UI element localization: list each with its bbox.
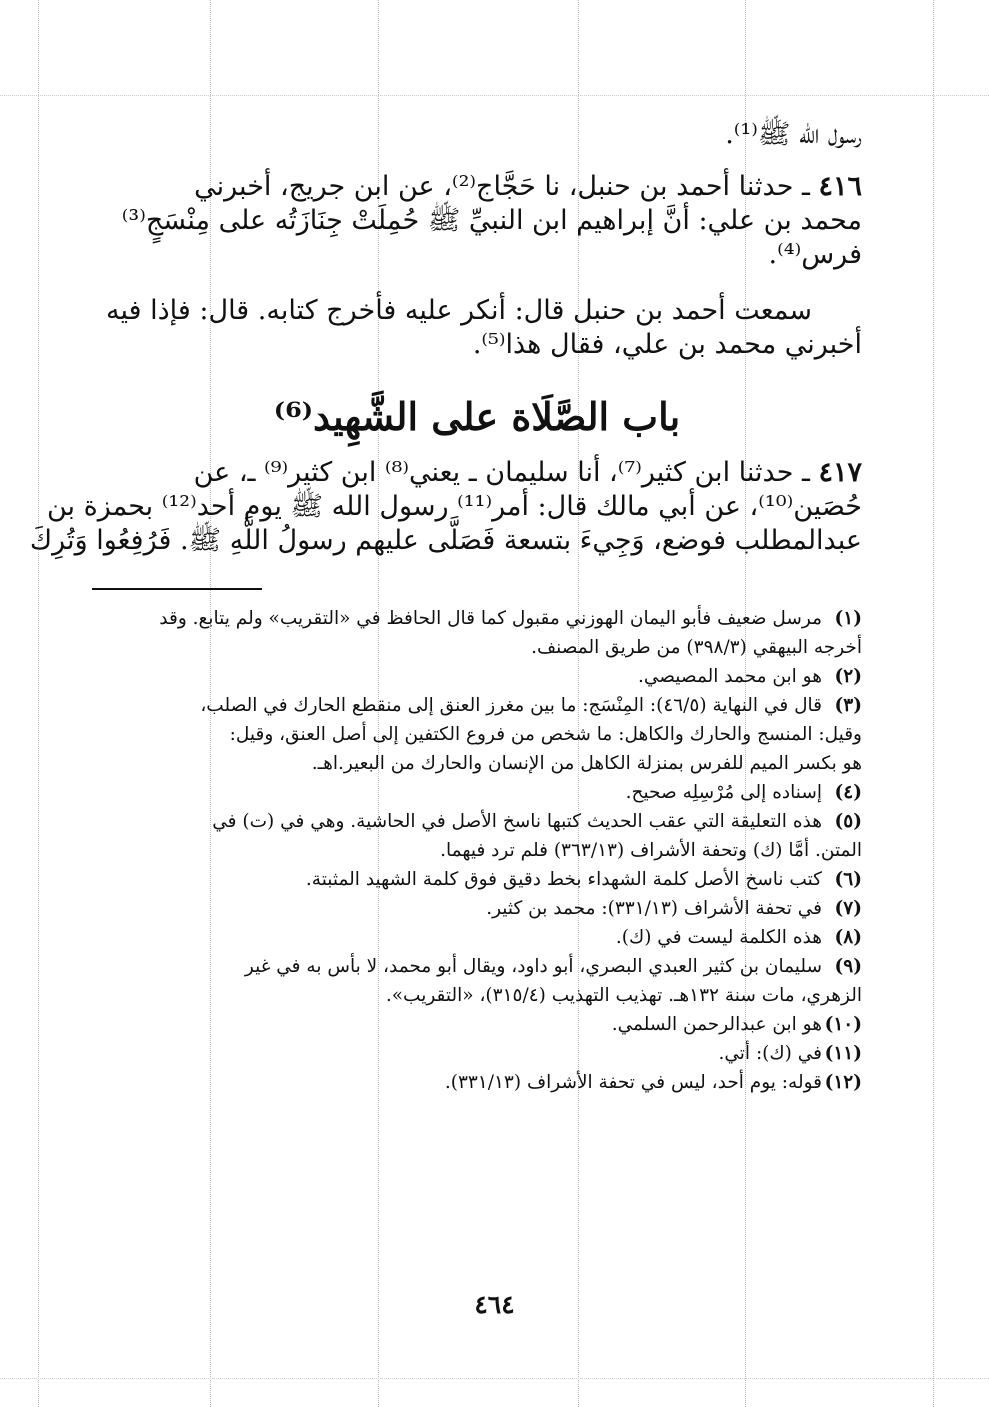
footnote-item: (١)مرسل ضعيف فأبو اليمان الهوزني مقبول كما قال الحافظ في «التقريب» ولم يتابع. وقد — [159, 608, 862, 629]
footnote-item: (٦)كتب ناسخ الأصل كلمة الشهداء بخط دقيق فوق كلمة الشهيد المثبتة. — [305, 869, 862, 890]
footnote-item: (٤)إسناده إلى مُرْسِلِه صحيح. — [625, 782, 862, 803]
footnote-separator — [92, 588, 262, 590]
hadith-417 — [29, 456, 862, 558]
footnote-continuation: وقيل: المنسج والحارك والكاهل: ما شخص من فروع الكتفين إلى أصل العنق، وقيل: — [229, 724, 862, 745]
footnote-continuation: أخرجه البيهقي (٣٩٨/٣) من طريق المصنف. — [531, 637, 862, 658]
page-body — [29, 118, 862, 1097]
footnote-item: (٢)هو ابن محمد المصيصي. — [637, 666, 862, 687]
footnote-item: (١٢)قوله: يوم أحد، ليس في تحفة الأشراف (٣٣١/١٣). — [444, 1072, 862, 1093]
top-line: رسول الله ﷺ⁽¹⁾. — [725, 119, 862, 150]
hadith-line: حُصَين⁽¹⁰⁾، عن أبي مالك قال: أمر⁽¹¹⁾ رسول الله ﷺ يوم أحد⁽¹²⁾ بحمزة بن — [46, 491, 862, 522]
scan-guide-line — [38, 0, 39, 1407]
footnote-item: (٣)قال في النهاية (٤٦/٥): المِنْسَج: ما بين مغرز العنق إلى منقطع الحارك في الصلب، — [200, 695, 862, 716]
footnote-continuation: الزهري، مات سنة ١٣٢هـ. تهذيب التهذيب (٣١٥/٤)، «التقريب». — [385, 985, 862, 1006]
hadith-line — [92, 456, 862, 490]
hadith-number: ٤١٦ — [818, 171, 862, 202]
footnote-item: (٥)هذه التعليقة التي عقب الحديث كتبها ناسخ الأصل في الحاشية. وهي في (ت) في — [212, 811, 862, 832]
chapter-heading: باب الصَّلَاة على الشَّهِيد⁽⁶⁾ — [273, 394, 681, 439]
hadith-text: ـ حدثنا ابن كثير⁽⁷⁾، أنا سليمان ـ يعني⁽⁸⁾ ابن كثير⁽⁹⁾ ـ، عن — [193, 457, 810, 488]
footnote-continuation: هو بكسر الميم للفرس بمنزلة الكاهل من الإنسان والحارك من البعير.اهـ. — [311, 753, 862, 774]
comment-line: أخبرني محمد بن علي، فقال هذا⁽⁵⁾. — [472, 329, 862, 360]
scan-guide-line — [0, 95, 989, 96]
footnote-item: (٨)هذه الكلمة ليست في (ك). — [615, 927, 862, 948]
footnote-item: (١١)في (ك): أتي. — [718, 1043, 862, 1064]
footnote-continuation: المتن. أمَّا (ك) وتحفة الأشراف (٣٦٣/١٣) فلم ترد فيهما. — [440, 840, 862, 861]
footnote-item: (٩)سليمان بن كثير العبدي البصري، أبو داود، ويقال أبو محمد، لا بأس به في غير — [244, 956, 862, 977]
page-number: ٤٦٤ — [474, 1290, 515, 1319]
hadith-line: فرس⁽⁴⁾. — [768, 239, 862, 270]
hadith-416 — [92, 170, 862, 272]
hadith-line — [92, 170, 862, 204]
comment-line: سمعت أحمد بن حنبل قال: أنكر عليه فأخرج كتابه. قال: فإذا فيه — [106, 295, 812, 326]
hadith-line: عبدالمطلب فوضع، وَجِيءَ بتسعة فَصَلَّى عليهم رسولُ اللَّهِ ﷺ. فَرُفِعُوا وَتُرِكَ — [29, 525, 862, 556]
scan-guide-line — [933, 0, 934, 1407]
footnote-item: (٧)في تحفة الأشراف (٣٣١/١٣): محمد بن كثير. — [486, 898, 862, 919]
hadith-line: محمد بن علي: أنَّ إبراهيم ابن النبيِّ ﷺ حُمِلَتْ جِنَازَتُه على مِنْسَجٍ⁽³⁾ — [121, 205, 862, 236]
footnote-item: (١٠)هو ابن عبدالرحمن السلمي. — [611, 1014, 862, 1035]
scan-guide-line — [0, 1378, 989, 1379]
footnotes — [92, 604, 862, 1097]
comment-paragraph — [92, 294, 862, 362]
hadith-number: ٤١٧ — [818, 457, 862, 488]
hadith-text: ـ حدثنا أحمد بن حنبل، نا حَجَّاج⁽²⁾، عن ابن جريج، أخبرني — [194, 171, 810, 202]
